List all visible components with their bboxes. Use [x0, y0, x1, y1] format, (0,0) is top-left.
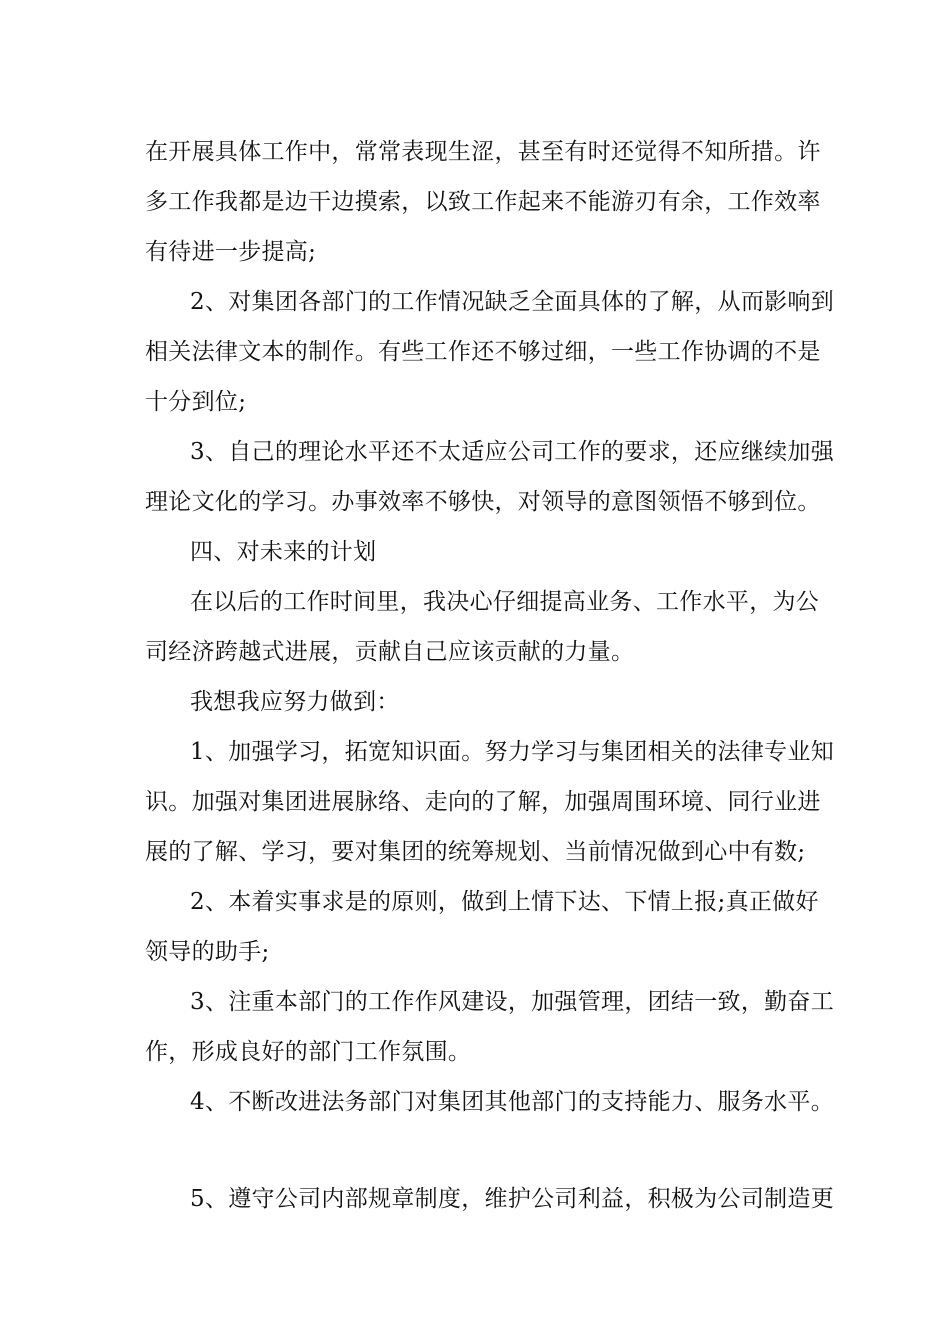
text-line: 1、加强学习，拓宽知识面。努力学习与集团相关的法律专业知	[190, 739, 835, 765]
text-line: 司经济跨越式进展，贡献自己应该贡献的力量。	[145, 639, 635, 665]
text-line: 理论文化的学习。办事效率不够快，对领导的意图领悟不够到位。	[145, 489, 821, 515]
text-line: 5、遵守公司内部规章制度，维护公司利益，积极为公司制造更	[190, 1186, 835, 1212]
text-line: 领导的助手;	[145, 939, 270, 965]
text-line: 2、本着实事求是的原则，做到上情下达、下情上报;真正做好	[190, 889, 819, 915]
section-heading: 四、对未来的计划	[190, 539, 377, 565]
text-line: 4、不断改进法务部门对集团其他部门的支持能力、服务水平。	[190, 1089, 835, 1115]
text-line: 3、自己的理论水平还不太适应公司工作的要求，还应继续加强	[190, 439, 835, 465]
text-line: 十分到位;	[145, 389, 247, 415]
text-line: 有待进一步提高;	[145, 239, 317, 265]
text-line: 作，形成良好的部门工作氛围。	[145, 1039, 472, 1065]
text-line: 我想我应努力做到：	[190, 689, 400, 715]
text-line: 3、注重本部门的工作作风建设，加强管理，团结一致，勤奋工	[190, 989, 835, 1015]
text-line: 相关法律文本的制作。有些工作还不够过细，一些工作协调的不是	[145, 339, 821, 365]
text-line: 在以后的工作时间里，我决心仔细提高业务、工作水平，为公	[190, 589, 820, 615]
text-line: 2、对集团各部门的工作情况缺乏全面具体的了解，从而影响到	[190, 289, 835, 315]
text-line: 展的了解、学习，要对集团的统筹规划、当前情况做到心中有数;	[145, 839, 806, 865]
text-line: 多工作我都是边干边摸索，以致工作起来不能游刃有余，工作效率	[145, 189, 821, 215]
text-line: 识。加强对集团进展脉络、走向的了解，加强周围环境、同行业进	[145, 789, 821, 815]
text-line: 在开展具体工作中，常常表现生涩，甚至有时还觉得不知所措。许	[145, 139, 821, 165]
